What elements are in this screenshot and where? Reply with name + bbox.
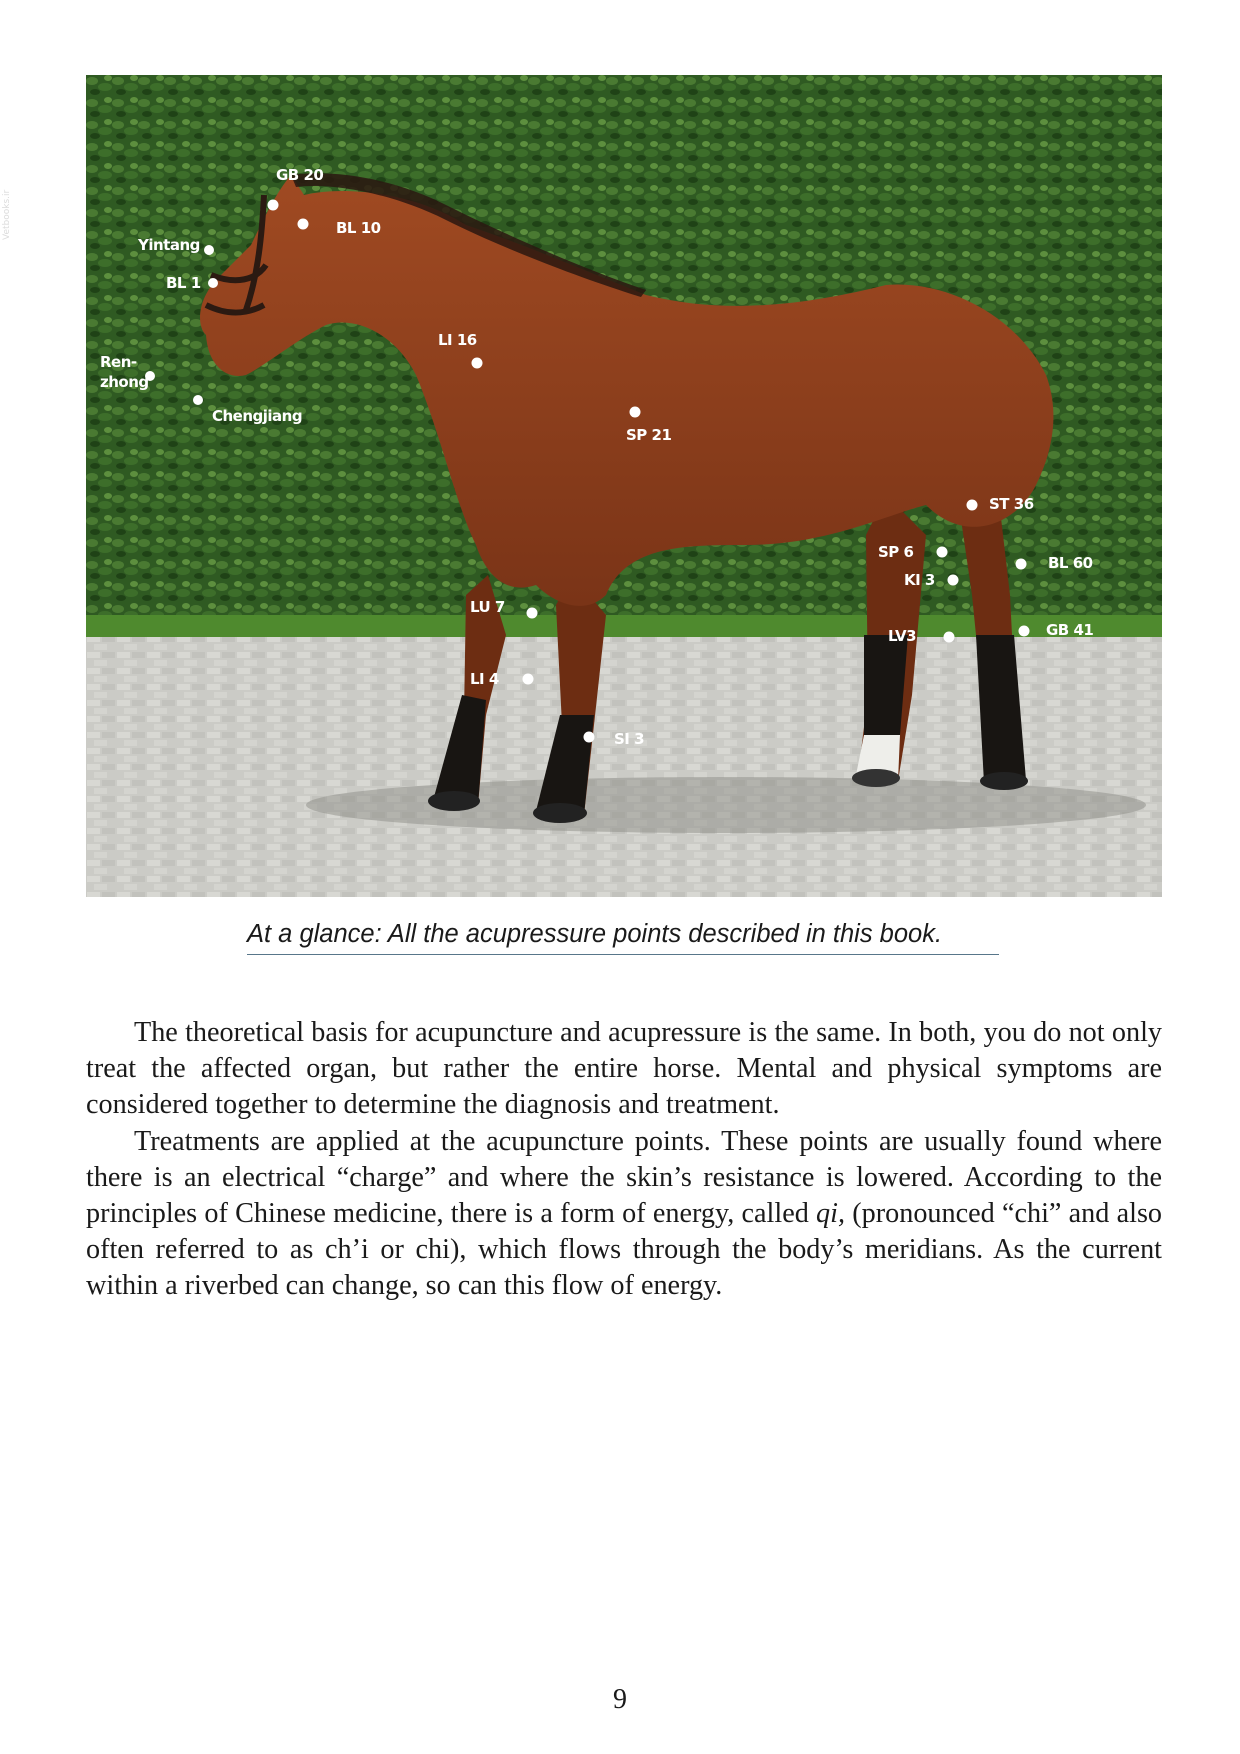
point-lv3-label: LV3 [888,627,917,645]
point-li16-dot [472,358,483,369]
point-li4-dot [523,674,534,685]
point-sp6-dot [937,547,948,558]
point-bl60-label: BL 60 [1048,554,1093,572]
body-text [86,1015,1162,1305]
point-li4-label: LI 4 [470,670,499,688]
point-sp6-label: SP 6 [878,543,914,561]
point-gb20-label: GB 20 [276,166,324,184]
point-chengjiang-label: Chengjiang [212,407,303,425]
paragraph-1: The theoretical basis for acupuncture and acupressure is the same. In both, you do not only treat the affected organ, but rather the entire horse. Mental and physical symptoms are considered together to determine the diagnosis and treatment. [86,1017,1162,1121]
point-renzhong-label-line1: Ren- [100,353,137,371]
point-li16-label: LI 16 [438,331,477,349]
point-sp21-dot [630,407,641,418]
point-bl1-label: BL 1 [166,274,201,292]
paragraph-2-part-2: (pronounced “chi” and also often referred to as ch’i or chi), which flows through the body’s meridians. As the current within a riverbed can change, so can this flow of energy. [86,1198,1163,1302]
point-gb20-dot [268,200,279,211]
qi-term: qi, [816,1198,846,1230]
point-bl60-dot [1016,559,1027,570]
point-st36-dot [967,500,978,511]
point-bl10-dot [298,219,309,230]
watermark: Vetbooks.ir [2,189,12,240]
point-gb41-label: GB 41 [1046,621,1094,639]
horse-acupressure-figure [86,75,1162,897]
paragraph-2-part-1: Treatments are applied at the acupuncture points. These points are usually found where there is an electrical “charge” and where the skin’s resistance is lowered. According to the principles of Chinese medicine, there is a form of energy, called [86,1125,1162,1230]
horse-photo-illustration [86,75,1162,897]
point-chengjiang-dot [193,395,203,405]
point-renzhong-label-line2: zhong [100,373,149,391]
point-ki3-label: KI 3 [904,571,935,589]
point-si3-dot [584,732,595,743]
point-st36-label: ST 36 [989,495,1034,513]
point-yintang-dot [204,245,214,255]
point-si3-label: SI 3 [614,730,645,748]
point-lu7-label: LU 7 [470,598,505,616]
point-lu7-dot [527,608,538,619]
point-sp21-label: SP 21 [626,426,672,444]
paragraph-2 [86,1124,1162,1305]
point-lv3-dot [944,632,955,643]
point-ki3-dot [948,575,959,586]
point-bl10-label: BL 10 [336,219,381,237]
page-number: 9 [613,1684,627,1715]
point-gb41-dot [1019,626,1030,637]
point-yintang-label: Yintang [138,236,200,254]
figure-caption: At a glance: All the acupressure points described in this book. [247,918,999,955]
point-bl1-dot [208,278,218,288]
